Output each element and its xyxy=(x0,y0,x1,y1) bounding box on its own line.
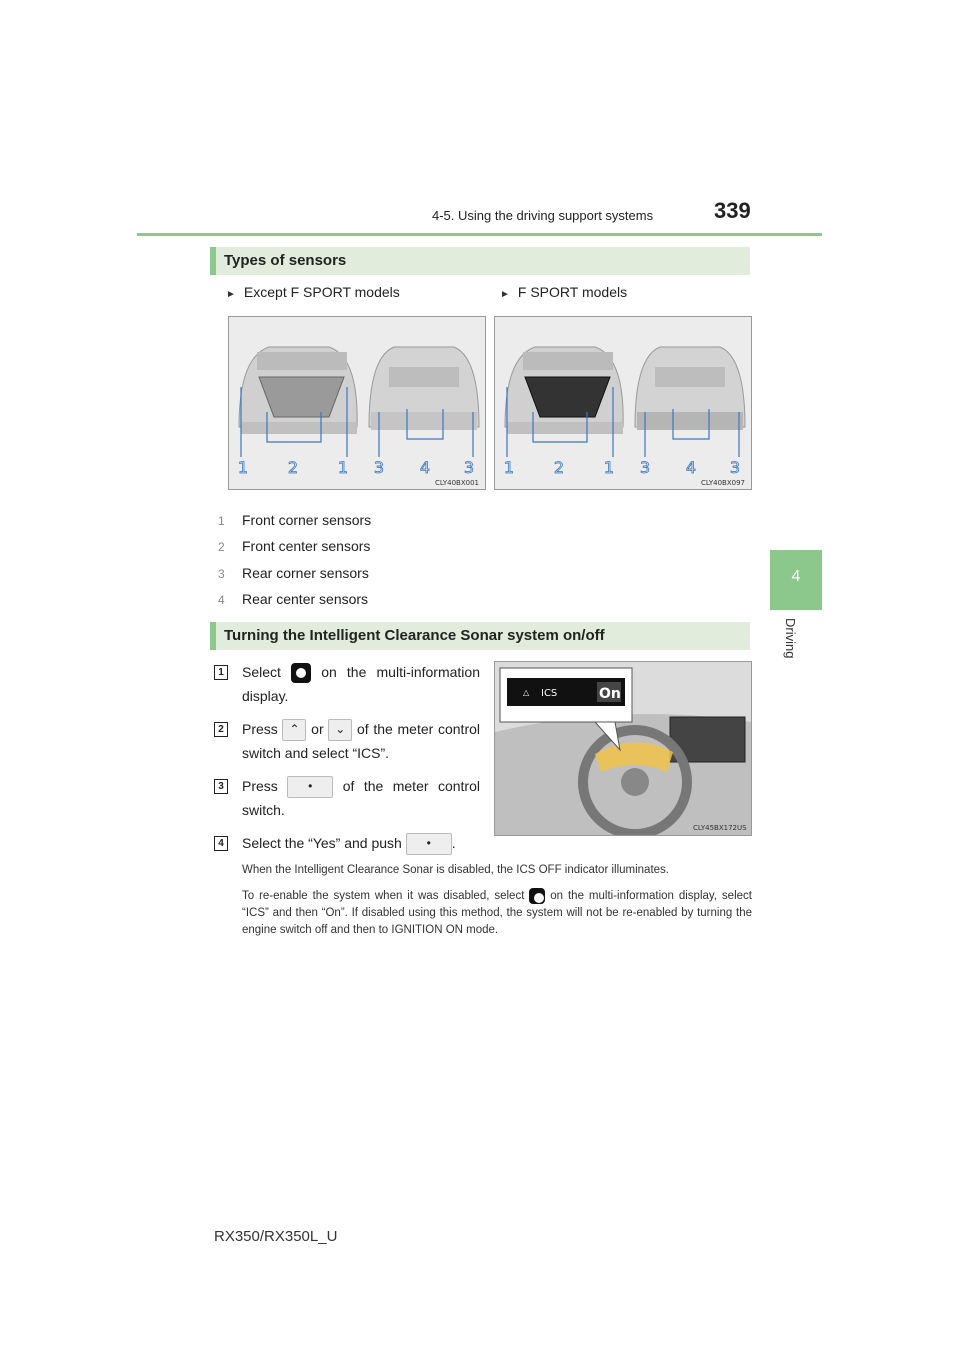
svg-text:1: 1 xyxy=(603,458,615,477)
enter-key-icon: • xyxy=(287,776,333,798)
step-4-text: Select the “Yes” and push • . xyxy=(242,831,542,855)
onoff-section-title: Turning the Intelligent Clearance Sonar system on/off xyxy=(224,627,605,644)
step-2-text: Press ⌃ or ⌄ of the meter control switch and select “ICS”. xyxy=(242,721,480,762)
svg-text:4: 4 xyxy=(685,458,697,477)
step-number-2: 2 xyxy=(214,722,228,737)
footer-model: RX350/RX350L_U xyxy=(214,1228,338,1245)
sensor-photo-fsport xyxy=(494,316,752,490)
legend-item-2: 2 Front center sensors xyxy=(218,538,371,554)
svg-text:1: 1 xyxy=(503,458,515,477)
chapter-label: Driving xyxy=(783,618,798,659)
note-reenable: To re-enable the system when it was disabled, select on the multi-information display, select “ICS” and then “On”. If disabled using this method, the system will not be re-enabled by turning the engine switch off and then to IGNITION ON mode. xyxy=(242,888,752,939)
types-section-title: Types of sensors xyxy=(224,252,347,269)
callout-4-rear-center: 4 xyxy=(419,458,431,477)
image-code-dashboard: CLY45BX172US xyxy=(693,824,747,832)
page-number: 339 xyxy=(714,198,751,223)
step-number-3: 3 xyxy=(214,779,228,794)
svg-text:2: 2 xyxy=(553,458,565,477)
enter-key-icon: • xyxy=(406,833,452,855)
legend-item-1: 1 Front corner sensors xyxy=(218,512,372,528)
types-section-heading xyxy=(210,247,750,275)
header-rule xyxy=(137,233,822,236)
step-1-text: Select on the multi-information display. xyxy=(242,664,480,704)
callout-2-front-center: 2 xyxy=(287,458,299,477)
settings-gear-icon xyxy=(529,888,545,904)
callout-3-rear-corner: 3 xyxy=(373,458,385,477)
chapter-number: 4 xyxy=(791,568,801,585)
step-3-text: Press • of the meter control switch. xyxy=(242,778,480,819)
screen-on-value: On xyxy=(599,686,621,702)
svg-text:△: △ xyxy=(523,688,530,697)
screen-ics-label: ICS xyxy=(541,688,558,699)
callout-1-front-corner: 1 xyxy=(237,458,249,477)
callout-3-rear-corner-b: 3 xyxy=(463,458,475,477)
triangle-bullet-icon: ► xyxy=(226,289,236,300)
sensor-photo-standard xyxy=(228,316,486,490)
step-number-1: 1 xyxy=(214,665,228,680)
image-code-left: CLY40BX001 xyxy=(435,479,479,487)
up-arrow-key-icon: ⌃ xyxy=(282,719,306,741)
settings-gear-icon xyxy=(291,663,311,683)
right-caption: ► F SPORT models xyxy=(500,284,628,300)
dashboard-illustration xyxy=(494,661,752,836)
image-code-right: CLY40BX097 xyxy=(701,479,745,487)
onoff-section-heading xyxy=(210,622,750,650)
section-header-title: 4-5. Using the driving support systems xyxy=(432,208,654,223)
left-caption: ► Except F SPORT models xyxy=(226,284,400,300)
note-indicator: When the Intelligent Clearance Sonar is disabled, the ICS OFF indicator illuminates. xyxy=(242,864,669,876)
svg-text:3: 3 xyxy=(639,458,651,477)
svg-text:3: 3 xyxy=(729,458,741,477)
triangle-bullet-icon: ► xyxy=(500,289,510,300)
step-number-4: 4 xyxy=(214,836,228,851)
legend-item-3: 3 Rear corner sensors xyxy=(218,565,369,581)
legend-item-4: 4 Rear center sensors xyxy=(218,591,369,607)
callout-1-front-corner-b: 1 xyxy=(337,458,349,477)
down-arrow-key-icon: ⌄ xyxy=(328,719,352,741)
